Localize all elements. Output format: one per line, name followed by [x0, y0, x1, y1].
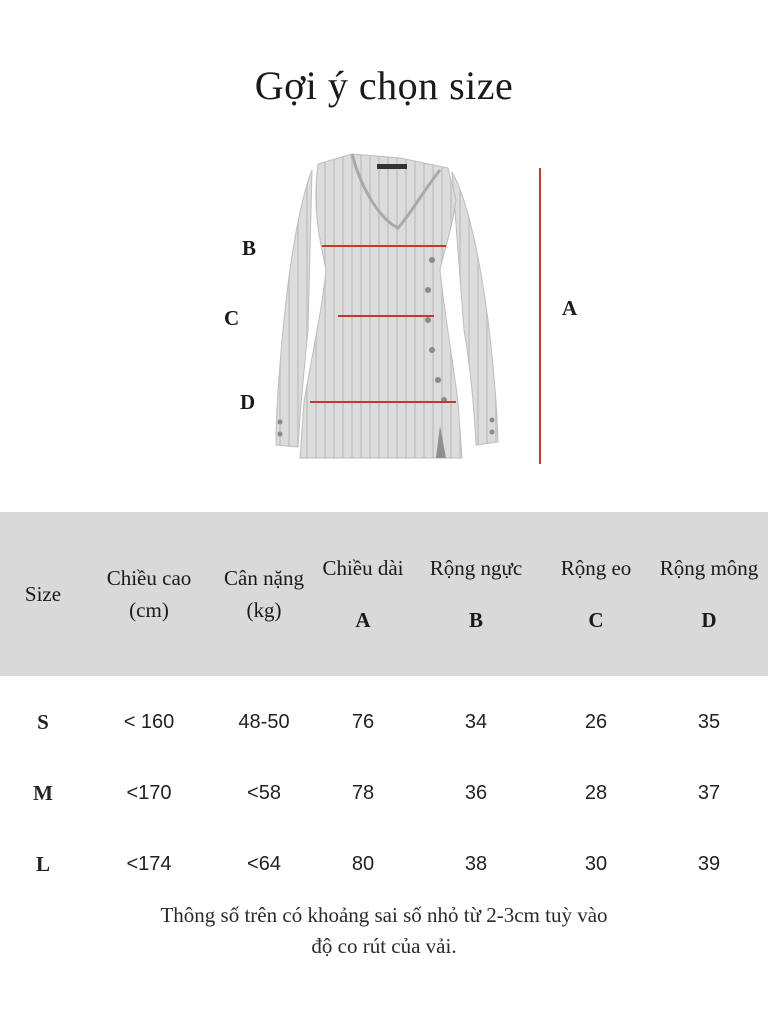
header-hip: Rộng mông D: [659, 556, 759, 632]
cell-length: 78: [351, 782, 375, 804]
cell-waist: 30: [584, 853, 608, 875]
brand-tag: [377, 164, 407, 169]
label-c: C: [224, 306, 240, 330]
cell-weight: <58: [247, 782, 281, 804]
table-row: [0, 829, 768, 900]
header-length: Chiều dài A: [322, 556, 404, 632]
cell-hip: 39: [697, 853, 721, 875]
table-header-row: [0, 512, 768, 676]
cell-chest: 38: [464, 853, 488, 875]
header-chest: Rộng ngực B: [429, 556, 523, 632]
tolerance-note: [0, 900, 768, 962]
cell-length: 76: [351, 711, 375, 733]
header-size: Size: [24, 582, 62, 606]
size-table: [0, 512, 768, 900]
note-line-1: Thông số trên có khoảng sai số nhỏ từ 2-3cm tuỳ vào: [160, 903, 608, 927]
header-waist: Rộng eo C: [560, 556, 632, 632]
note-line-2: độ co rút của vải.: [311, 934, 457, 958]
header-height: Chiều cao (cm): [106, 566, 192, 622]
cell-hip: 37: [697, 782, 721, 804]
cell-size: S: [37, 710, 49, 734]
header-weight: Cân nặng (kg): [224, 566, 304, 622]
cell-height: <174: [126, 853, 172, 875]
garment-figure: [0, 140, 768, 480]
label-a: A: [562, 296, 578, 320]
cell-waist: 28: [584, 782, 608, 804]
page-title: Gợi ý chọn size: [254, 63, 514, 108]
garment-illustration: [0, 140, 768, 480]
cell-height: <170: [126, 782, 172, 804]
cell-waist: 26: [584, 711, 608, 733]
garment-body: [300, 154, 462, 458]
cell-hip: 35: [697, 711, 721, 733]
cell-chest: 36: [464, 782, 488, 804]
right-sleeve: [452, 172, 498, 445]
cell-length: 80: [351, 853, 375, 875]
cell-size: M: [33, 781, 53, 805]
table-row: [0, 758, 768, 829]
label-d: D: [240, 390, 256, 414]
table-row: [0, 676, 768, 758]
cell-weight: 48-50: [238, 711, 290, 733]
label-b: B: [242, 236, 257, 260]
cell-weight: <64: [247, 853, 281, 875]
cell-chest: 34: [464, 711, 488, 733]
cell-size: L: [35, 852, 50, 876]
cell-height: < 160: [123, 711, 175, 733]
